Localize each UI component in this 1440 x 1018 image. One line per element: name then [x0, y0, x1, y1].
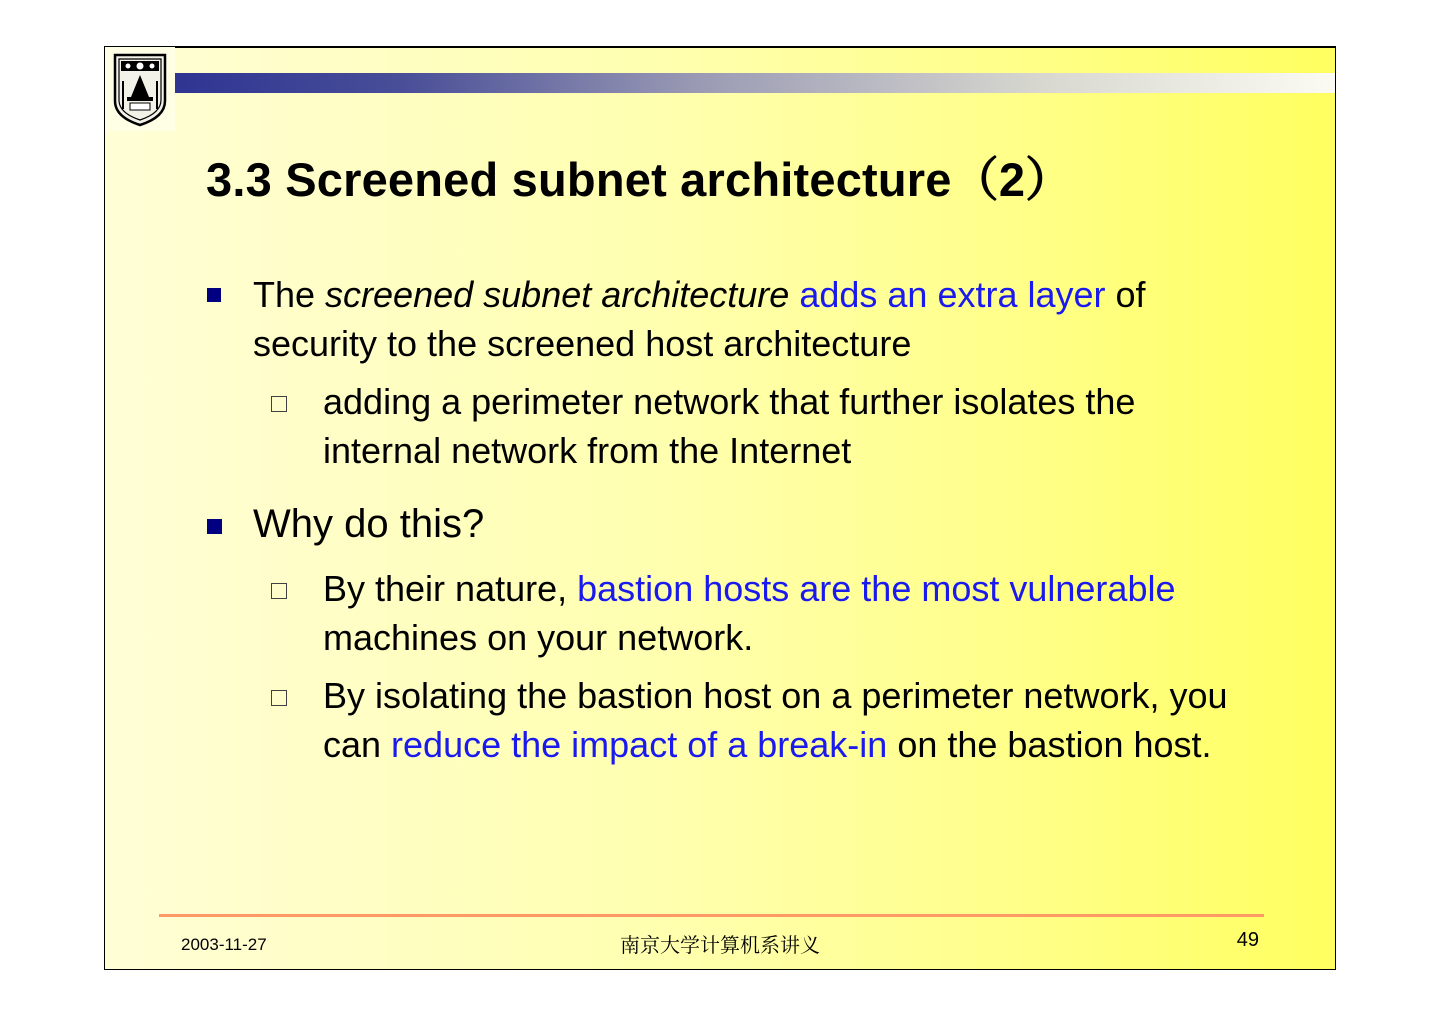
text-run: of security to the screened host architecture	[253, 274, 1146, 364]
sub-bullet-item	[271, 564, 1261, 662]
page-number: 49	[1236, 929, 1259, 951]
text-run-italic: screened subnet architecture	[325, 274, 790, 315]
slide	[104, 46, 1336, 970]
square-bullet-icon	[207, 519, 222, 534]
bullet-item	[207, 498, 1237, 550]
text-run: machines on your network.	[323, 617, 754, 658]
top-rule	[175, 47, 1335, 48]
bullet-text	[253, 270, 1237, 368]
text-run: on the bastion host.	[887, 724, 1212, 765]
square-bullet-icon	[207, 288, 221, 302]
footer-rule	[159, 914, 1264, 917]
sub-bullet-text: adding a perimeter network that further isolates the internal network from the Internet	[323, 381, 1136, 471]
logo-area	[105, 47, 175, 131]
hollow-square-bullet-icon	[271, 396, 287, 412]
text-run-highlight: bastion hosts are the most vulnerable	[577, 568, 1176, 609]
text-run: By isolating the bastion host on a perimeter network, you can	[323, 675, 1228, 765]
bullet-item	[207, 270, 1237, 368]
text-run: The	[253, 274, 326, 315]
university-seal-icon	[111, 51, 169, 127]
hollow-square-bullet-icon	[271, 690, 287, 706]
footer-date: 2003-11-27	[181, 935, 267, 954]
hollow-square-bullet-icon	[271, 583, 287, 599]
text-run-highlight: reduce the impact of a break-in	[391, 724, 888, 765]
text-run-highlight: adds an extra layer	[789, 274, 1106, 315]
text-run: By their nature,	[323, 568, 578, 609]
footer-course-title: 南京大学计算机系讲义	[620, 933, 820, 957]
bullet-text: Why do this?	[253, 502, 485, 546]
slide-title: 3.3 Screened subnet architecture（2）	[206, 153, 1073, 206]
sub-bullet-item	[271, 671, 1261, 769]
sub-bullet-text	[323, 564, 1261, 662]
header-gradient-bar	[175, 73, 1335, 93]
sub-bullet-text	[323, 671, 1261, 769]
sub-bullet-item	[271, 377, 1261, 475]
